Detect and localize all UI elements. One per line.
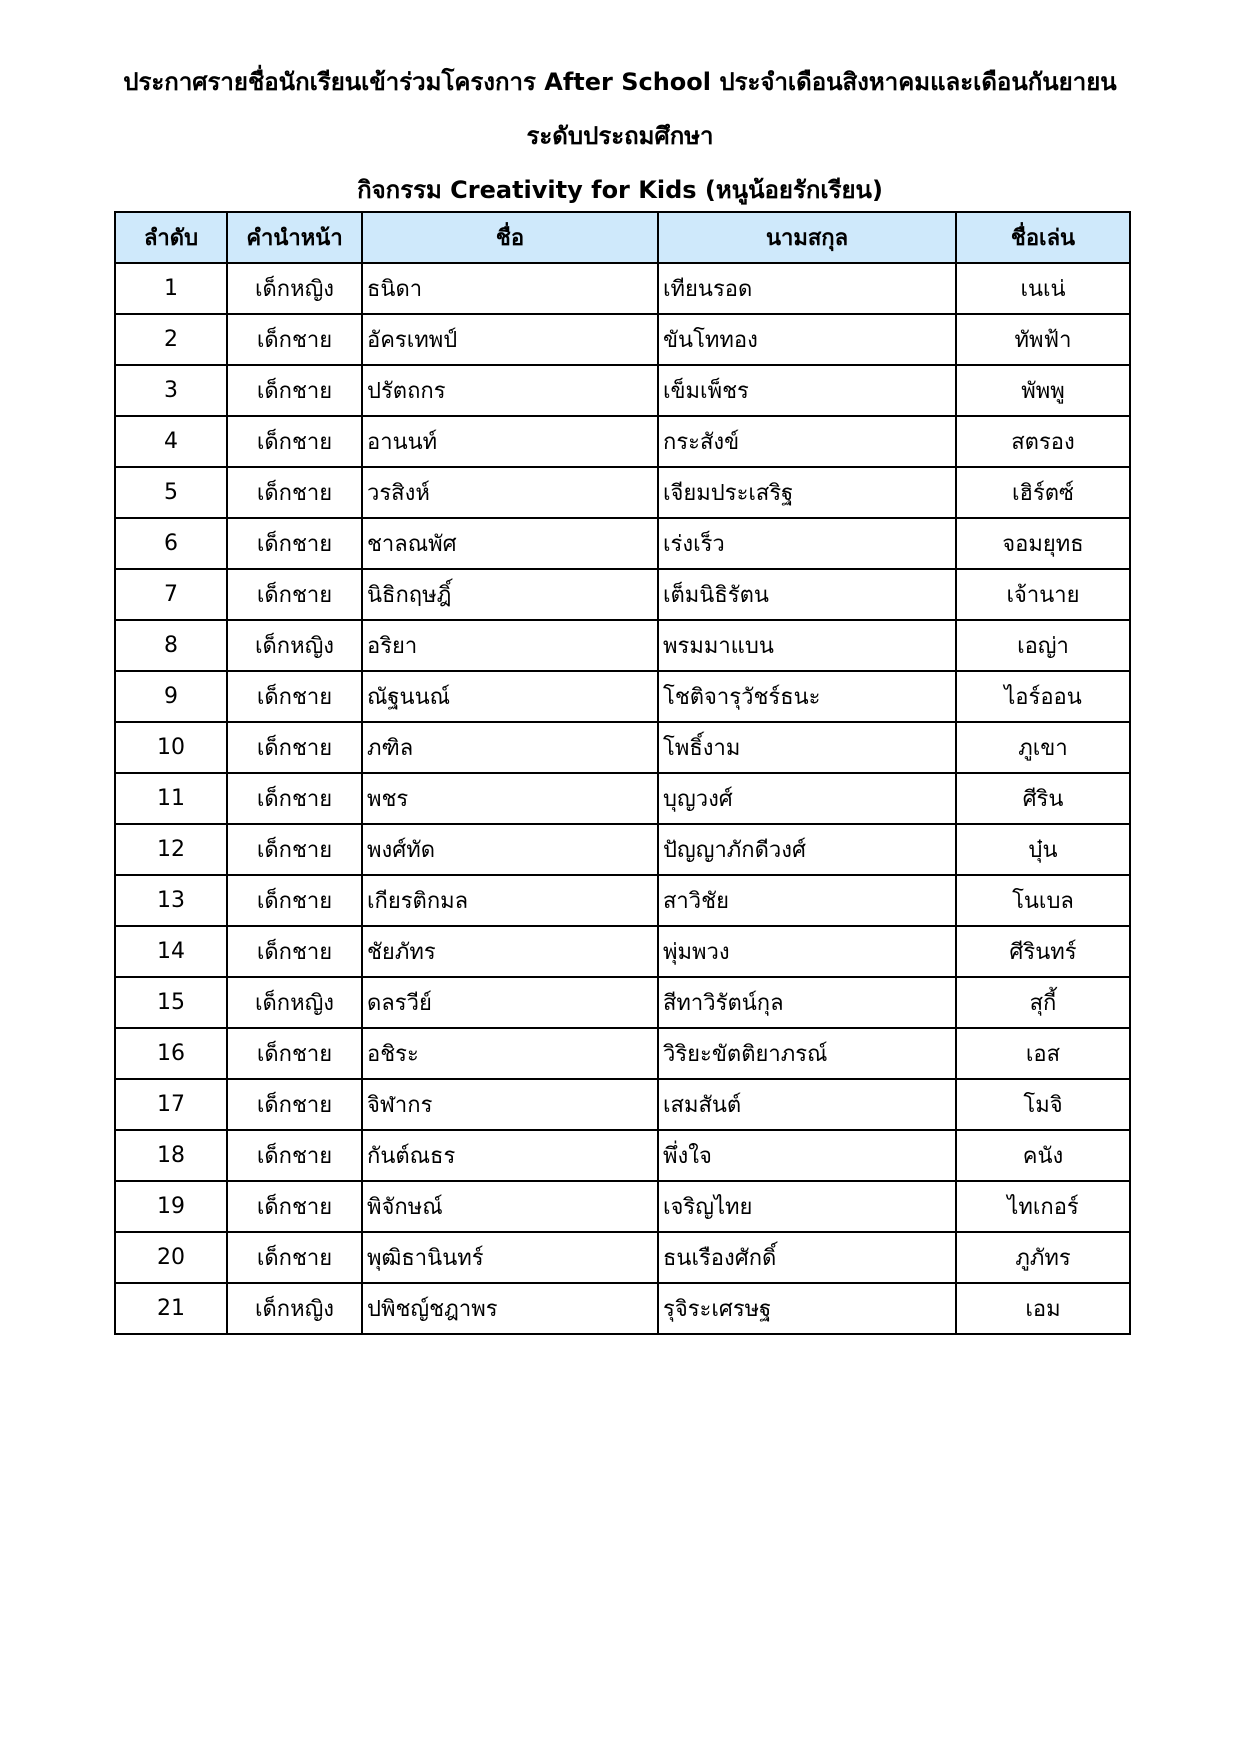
firstname-cell: อัครเทพป์: [362, 314, 658, 365]
lastname-cell: รุจิระเศรษฐ: [658, 1283, 956, 1334]
prefix-cell: เด็กชาย: [227, 722, 362, 773]
lastname-cell: สาวิชัย: [658, 875, 956, 926]
prefix-cell: เด็กชาย: [227, 926, 362, 977]
document-heading: [0, 55, 1240, 217]
firstname-cell: จิฬากร: [362, 1079, 658, 1130]
order-cell: 1: [115, 263, 227, 314]
col-header-nickname: ชื่อเล่น: [956, 212, 1130, 263]
nickname-cell: ศีริน: [956, 773, 1130, 824]
lastname-cell: เจริญไทย: [658, 1181, 956, 1232]
nickname-cell: ศีรินทร์: [956, 926, 1130, 977]
order-cell: 8: [115, 620, 227, 671]
prefix-cell: เด็กชาย: [227, 416, 362, 467]
prefix-cell: เด็กชาย: [227, 1079, 362, 1130]
nickname-cell: เอส: [956, 1028, 1130, 1079]
lastname-cell: พึ่งใจ: [658, 1130, 956, 1181]
order-cell: 4: [115, 416, 227, 467]
lastname-cell: พรมมาแบน: [658, 620, 956, 671]
lastname-cell: ขันโททอง: [658, 314, 956, 365]
table-row: [115, 1232, 1130, 1283]
col-header-firstname: ชื่อ: [362, 212, 658, 263]
firstname-cell: ธนิดา: [362, 263, 658, 314]
col-header-lastname: นามสกุล: [658, 212, 956, 263]
lastname-cell: โชติจารุวัชร์ธนะ: [658, 671, 956, 722]
table-row: [115, 263, 1130, 314]
firstname-cell: ดลรวีย์: [362, 977, 658, 1028]
lastname-cell: เทียนรอด: [658, 263, 956, 314]
lastname-cell: เจียมประเสริฐ: [658, 467, 956, 518]
table-row: [115, 875, 1130, 926]
nickname-cell: เอม: [956, 1283, 1130, 1334]
lastname-cell: กระสังข์: [658, 416, 956, 467]
table-row: [115, 773, 1130, 824]
table-row: [115, 671, 1130, 722]
prefix-cell: เด็กชาย: [227, 467, 362, 518]
table-row: [115, 1283, 1130, 1334]
order-cell: 5: [115, 467, 227, 518]
table-row: [115, 1181, 1130, 1232]
table-row: [115, 926, 1130, 977]
nickname-cell: คนัง: [956, 1130, 1130, 1181]
firstname-cell: พิจักษณ์: [362, 1181, 658, 1232]
firstname-cell: ณัฐนนณ์: [362, 671, 658, 722]
firstname-cell: กันต์ณธร: [362, 1130, 658, 1181]
prefix-cell: เด็กชาย: [227, 671, 362, 722]
title-line-3: กิจกรรม Creativity for Kids (หนูน้อยรักเรียน): [357, 176, 883, 204]
firstname-cell: วรสิงห์: [362, 467, 658, 518]
order-cell: 20: [115, 1232, 227, 1283]
title-line-1: ประกาศรายชื่อนักเรียนเข้าร่วมโครงการ After School ประจำเดือนสิงหาคมและเดือนกันยายน: [123, 68, 1117, 96]
prefix-cell: เด็กหญิง: [227, 263, 362, 314]
nickname-cell: ภูเขา: [956, 722, 1130, 773]
col-header-prefix: คำนำหน้า: [227, 212, 362, 263]
nickname-cell: บุ๋น: [956, 824, 1130, 875]
lastname-cell: เข็มเพ็ชร: [658, 365, 956, 416]
nickname-cell: สุกี้: [956, 977, 1130, 1028]
order-cell: 7: [115, 569, 227, 620]
lastname-cell: บุญวงศ์: [658, 773, 956, 824]
nickname-cell: สตรอง: [956, 416, 1130, 467]
table-header-row: [115, 212, 1130, 263]
table-row: [115, 518, 1130, 569]
table-row: [115, 1130, 1130, 1181]
order-cell: 3: [115, 365, 227, 416]
table-row: [115, 569, 1130, 620]
lastname-cell: เสมสันต์: [658, 1079, 956, 1130]
order-cell: 10: [115, 722, 227, 773]
order-cell: 15: [115, 977, 227, 1028]
nickname-cell: เฮิร์ตซ์: [956, 467, 1130, 518]
lastname-cell: วิริยะขัตติยาภรณ์: [658, 1028, 956, 1079]
prefix-cell: เด็กชาย: [227, 518, 362, 569]
nickname-cell: จอมยุทธ: [956, 518, 1130, 569]
lastname-cell: ธนเรืองศักดิ์: [658, 1232, 956, 1283]
prefix-cell: เด็กชาย: [227, 1130, 362, 1181]
prefix-cell: เด็กชาย: [227, 1232, 362, 1283]
firstname-cell: ชาลณพัศ: [362, 518, 658, 569]
firstname-cell: อริยา: [362, 620, 658, 671]
table-row: [115, 416, 1130, 467]
order-cell: 14: [115, 926, 227, 977]
lastname-cell: เต็มนิธิรัตน: [658, 569, 956, 620]
order-cell: 13: [115, 875, 227, 926]
prefix-cell: เด็กชาย: [227, 1181, 362, 1232]
nickname-cell: เอญ่า: [956, 620, 1130, 671]
lastname-cell: โพธิ์งาม: [658, 722, 956, 773]
lastname-cell: เร่งเร็ว: [658, 518, 956, 569]
firstname-cell: อานนท์: [362, 416, 658, 467]
table-row: [115, 1028, 1130, 1079]
firstname-cell: ชัยภัทร: [362, 926, 658, 977]
lastname-cell: พุ่มพวง: [658, 926, 956, 977]
nickname-cell: เจ้านาย: [956, 569, 1130, 620]
table-row: [115, 365, 1130, 416]
order-cell: 2: [115, 314, 227, 365]
firstname-cell: ปพิชญ์ชฎาพร: [362, 1283, 658, 1334]
prefix-cell: เด็กชาย: [227, 875, 362, 926]
prefix-cell: เด็กหญิง: [227, 620, 362, 671]
nickname-cell: ทัพฟ้า: [956, 314, 1130, 365]
order-cell: 18: [115, 1130, 227, 1181]
order-cell: 11: [115, 773, 227, 824]
student-table: [114, 211, 1131, 1335]
order-cell: 16: [115, 1028, 227, 1079]
firstname-cell: พงศ์ทัด: [362, 824, 658, 875]
prefix-cell: เด็กชาย: [227, 773, 362, 824]
firstname-cell: พชร: [362, 773, 658, 824]
nickname-cell: ไทเกอร์: [956, 1181, 1130, 1232]
order-cell: 19: [115, 1181, 227, 1232]
table-row: [115, 314, 1130, 365]
table-row: [115, 722, 1130, 773]
prefix-cell: เด็กชาย: [227, 314, 362, 365]
title-line-2: ระดับประถมศึกษา: [526, 122, 714, 150]
table-row: [115, 467, 1130, 518]
col-header-order: ลำดับ: [115, 212, 227, 263]
nickname-cell: โมจิ: [956, 1079, 1130, 1130]
nickname-cell: พัพพู: [956, 365, 1130, 416]
prefix-cell: เด็กชาย: [227, 824, 362, 875]
nickname-cell: เนเน่: [956, 263, 1130, 314]
table-row: [115, 977, 1130, 1028]
nickname-cell: ภูภัทร: [956, 1232, 1130, 1283]
lastname-cell: ปัญญาภักดีวงศ์: [658, 824, 956, 875]
firstname-cell: อชิระ: [362, 1028, 658, 1079]
firstname-cell: พุฒิธานินทร์: [362, 1232, 658, 1283]
firstname-cell: ภฑิล: [362, 722, 658, 773]
order-cell: 17: [115, 1079, 227, 1130]
lastname-cell: สีทาวิรัตน์กุล: [658, 977, 956, 1028]
order-cell: 21: [115, 1283, 227, 1334]
table-row: [115, 824, 1130, 875]
firstname-cell: เกียรติกมล: [362, 875, 658, 926]
table-row: [115, 1079, 1130, 1130]
nickname-cell: ไอร์ออน: [956, 671, 1130, 722]
prefix-cell: เด็กหญิง: [227, 1283, 362, 1334]
prefix-cell: เด็กหญิง: [227, 977, 362, 1028]
firstname-cell: ปรัตถกร: [362, 365, 658, 416]
order-cell: 9: [115, 671, 227, 722]
order-cell: 12: [115, 824, 227, 875]
prefix-cell: เด็กชาย: [227, 365, 362, 416]
prefix-cell: เด็กชาย: [227, 569, 362, 620]
prefix-cell: เด็กชาย: [227, 1028, 362, 1079]
table-row: [115, 620, 1130, 671]
nickname-cell: โนเบล: [956, 875, 1130, 926]
firstname-cell: นิธิกฤษฎิ์: [362, 569, 658, 620]
order-cell: 6: [115, 518, 227, 569]
